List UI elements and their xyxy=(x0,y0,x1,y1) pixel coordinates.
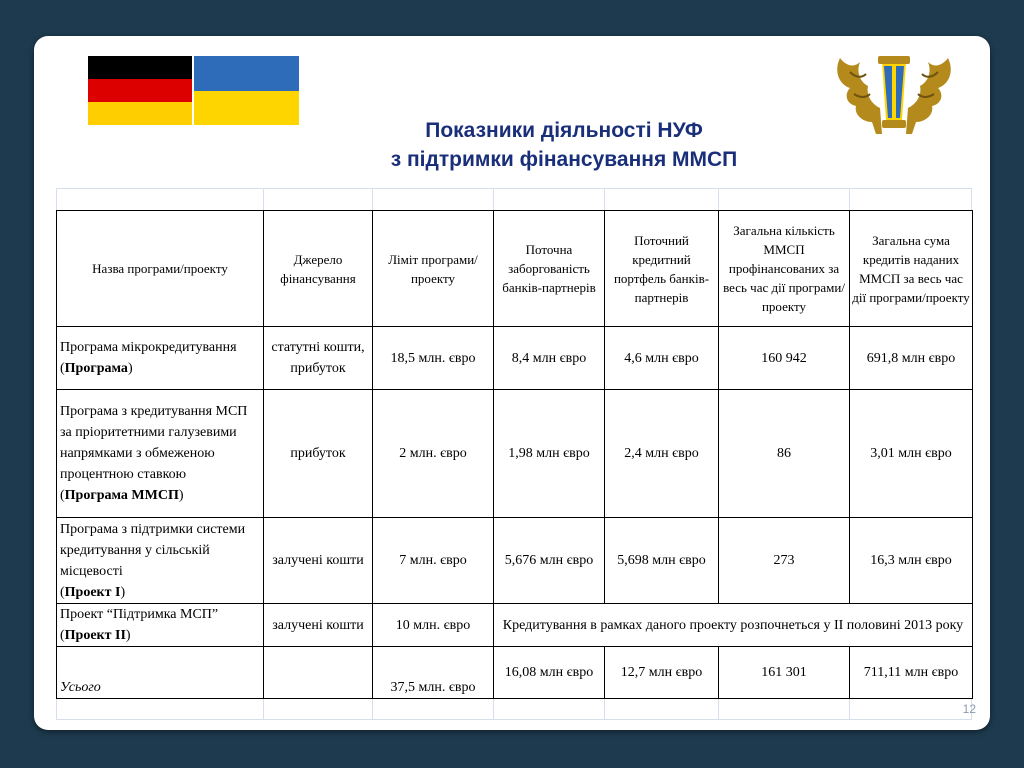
total-cell: 691,8 млн євро xyxy=(850,327,973,390)
project-note-cell: Кредитування в рамках даного проекту розпочнеться у ІІ половині 2013 року xyxy=(494,604,973,647)
portfolio-cell: 5,698 млн євро xyxy=(605,518,719,604)
table-header-row xyxy=(57,211,973,327)
program-name-cell: Програма з підтримки системи кредитування у сільській місцевості (Проект І) xyxy=(57,518,264,604)
debt-cell: 1,98 млн євро xyxy=(494,390,605,518)
total-sum-cell: 711,11 млн євро xyxy=(850,647,973,699)
count-cell: 160 942 xyxy=(719,327,850,390)
debt-cell: 5,676 млн євро xyxy=(494,518,605,604)
program-name: Проект “Підтримка МСП” xyxy=(60,607,219,622)
limit-cell: 7 млн. євро xyxy=(373,518,494,604)
total-limit-cell: 37,5 млн. євро xyxy=(373,647,494,699)
total-cell: 3,01 млн євро xyxy=(850,390,973,518)
debt-cell: 8,4 млн євро xyxy=(494,327,605,390)
header-cell: Загальна сума кредитів наданих ММСП за весь час дії програми/проекту xyxy=(850,211,973,327)
header-cell: Ліміт програми/проекту xyxy=(373,211,494,327)
limit-cell: 18,5 млн. євро xyxy=(373,327,494,390)
page-number: 12 xyxy=(962,702,976,716)
table-row xyxy=(57,518,973,604)
germany-flag-icon xyxy=(88,56,192,125)
program-name-cell: Програма з кредитування МСП за пріоритетними галузевими напрямками з обмеженою процентною ставкою (Програма ММСП) xyxy=(57,390,264,518)
slide xyxy=(34,36,990,730)
title-line-1: Показники діяльності НУФ xyxy=(425,119,703,142)
limit-cell: 2 млн. євро xyxy=(373,390,494,518)
total-cell: 16,3 млн євро xyxy=(850,518,973,604)
source-cell: статутні кошти, прибуток xyxy=(264,327,373,390)
count-cell: 273 xyxy=(719,518,850,604)
total-debt-cell: 16,08 млн євро xyxy=(494,647,605,699)
title-line-2: з підтримки фінансування ММСП xyxy=(390,148,738,171)
total-portfolio-cell: 12,7 млн євро xyxy=(605,647,719,699)
header-cell: Загальна кількість ММСП профінансованих за весь час дії програми/проекту xyxy=(719,211,850,327)
portfolio-cell: 4,6 млн євро xyxy=(605,327,719,390)
total-source-cell xyxy=(264,647,373,699)
program-name-cell: Програма мікрокредитування (Програма) xyxy=(57,327,264,390)
source-cell: залучені кошти xyxy=(264,518,373,604)
header-cell: Назва програми/проекту xyxy=(57,211,264,327)
program-abbr: Проект ІІ xyxy=(64,628,126,643)
program-name-cell: Проект “Підтримка МСП” (Проект ІІ) xyxy=(57,604,264,647)
total-label-cell xyxy=(57,647,264,699)
header-cell: Джерело фінансування xyxy=(264,211,373,327)
table-row xyxy=(57,390,973,518)
page-title xyxy=(194,116,934,174)
source-cell: прибуток xyxy=(264,390,373,518)
program-abbr: Програма xyxy=(64,361,128,376)
program-indicators-table xyxy=(56,210,973,699)
program-name: Програма з підтримки системи кредитування у сільській місцевості xyxy=(60,521,246,579)
count-cell: 86 xyxy=(719,390,850,518)
total-count-cell: 161 301 xyxy=(719,647,850,699)
table-row xyxy=(57,604,973,647)
program-name: Програма мікрокредитування xyxy=(60,340,237,355)
table-row xyxy=(57,327,973,390)
header-cell: Поточний кредитний портфель банків-партнерів xyxy=(605,211,719,327)
source-cell: залучені кошти xyxy=(264,604,373,647)
limit-cell: 10 млн. євро xyxy=(373,604,494,647)
portfolio-cell: 2,4 млн євро xyxy=(605,390,719,518)
program-abbr: Програма ММСП xyxy=(64,488,179,503)
table-total-row xyxy=(57,647,973,699)
total-label: Усього xyxy=(60,680,101,695)
program-abbr: Проект І xyxy=(64,584,121,600)
ukraine-flag-icon xyxy=(194,56,299,125)
program-name: Програма з кредитування МСП за пріоритетними галузевими напрямками з обмеженою процентною ставкою xyxy=(60,404,248,482)
header-cell: Поточна заборгованість банків-партнерів xyxy=(494,211,605,327)
